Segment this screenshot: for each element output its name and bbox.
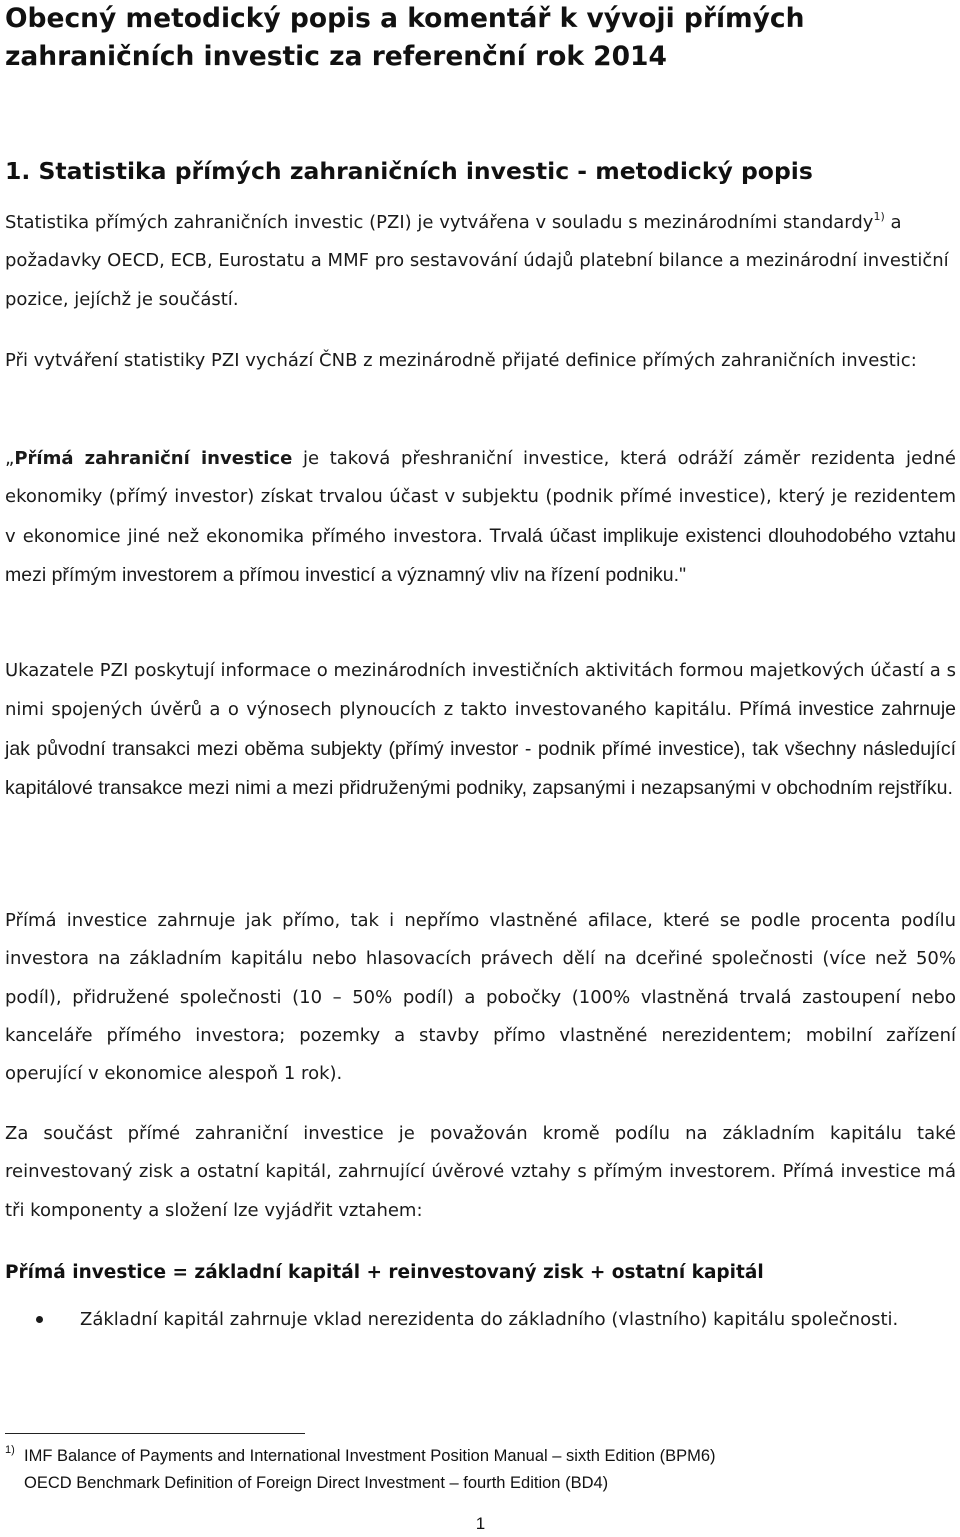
footnote-line-1: IMF Balance of Payments and International Investment Position Manual – sixth Edition (BPM6) <box>24 1447 716 1465</box>
paragraph-intro <box>5 204 956 319</box>
paragraph-indicators <box>5 652 956 808</box>
definition-text: je taková přeshraniční investice, která odráží záměr rezidenta jedné ekonomiky (přímý investor) získat trvalou účast v subjektu (podnik přímé investice), který je rezidentem v ekonomice jiné než ekonomika přímého investora. <box>5 448 956 547</box>
indicators-text-b: Přímá investice zahrnuje jak původní transakci mezi oběma subjekty (přímý investor - podnik přímé investice), tak všechny následující kapitálové transakce mezi nimi a mezi přidruženými podniky, zapsanými i nezapsanými v obchodním rejstříku. <box>5 698 956 799</box>
footnote-divider <box>5 1433 305 1434</box>
footnote-reference: 1) <box>873 210 885 223</box>
definition-text-continued: Trvalá účast implikuje existenci dlouhodobého vztahu mezi přímým investorem a přímou investicí a významný vliv na řízení podniku." <box>5 524 956 586</box>
indicators-text-a: Ukazatele PZI poskytují informace o mezinárodních investičních aktivitách formou majetkových účastí a s nimi spojených úvěrů a o výnosech plynoucích z takto investovaného kapitálu. <box>5 660 956 721</box>
bullet-icon <box>36 1316 43 1323</box>
paragraph-intro-text-b: a požadavky OECD, ECB, Eurostatu a MMF pro sestavování údajů platební bilance a mezinárodní investiční pozice, jejíchž je součástí. <box>5 212 949 310</box>
paragraph-definition <box>5 440 956 595</box>
section-heading: 1. Statistika přímých zahraničních investic - metodický popis <box>5 157 813 185</box>
page-number: 1 <box>475 1514 486 1533</box>
paragraph-components: Za součást přímé zahraniční investice je považován kromě podílu na základním kapitálu také reinvestovaný zisk a ostatní kapitál, zahrnující úvěrové vztahy s přímým investorem. Přímá investice má tři komponenty a složení lze vyjádřit vztahem: <box>5 1123 956 1221</box>
paragraph-affiliates: Přímá investice zahrnuje jak přímo, tak i nepřímo vlastněné afilace, které se podle procenta podílu investora na základním kapitálu nebo hlasovacích právech dělí na dceřiné společnosti (více než 50% podíl), přidružené společnosti (10 – 50% podíl) a pobočky (100% vlastněná trvalá zastoupení nebo kanceláře přímého investora; pozemky a stavby přímo vlastněné nerezidentem; mobilní zařízení operující v ekonomice alespoň 1 rok). <box>5 910 956 1085</box>
list-item <box>5 1301 956 1339</box>
paragraph-definition-lead: Při vytváření statistiky PZI vychází ČNB z mezinárodně přijaté definice přímých zahraničních investic: <box>5 350 917 371</box>
footnotes <box>5 1443 956 1497</box>
definition-term: Přímá zahraniční investice <box>14 448 293 469</box>
footnote-line-2: OECD Benchmark Definition of Foreign Direct Investment – fourth Edition (BD4) <box>24 1474 609 1492</box>
formula: Přímá investice = základní kapitál + reinvestovaný zisk + ostatní kapitál <box>5 1262 764 1283</box>
document-title: Obecný metodický popis a komentář k vývoji přímých zahraničních investic za referenční rok 2014 <box>5 3 805 72</box>
quote-open: „ <box>5 448 15 469</box>
bullet-list <box>5 1301 956 1339</box>
list-item-text: Základní kapitál zahrnuje vklad nerezidenta do základního (vlastního) kapitálu společnosti. <box>80 1309 899 1330</box>
footnote-mark: 1) <box>5 1444 15 1456</box>
paragraph-intro-text-a: Statistika přímých zahraničních investic (PZI) je vytvářena v souladu s mezinárodními standardy <box>5 212 874 233</box>
